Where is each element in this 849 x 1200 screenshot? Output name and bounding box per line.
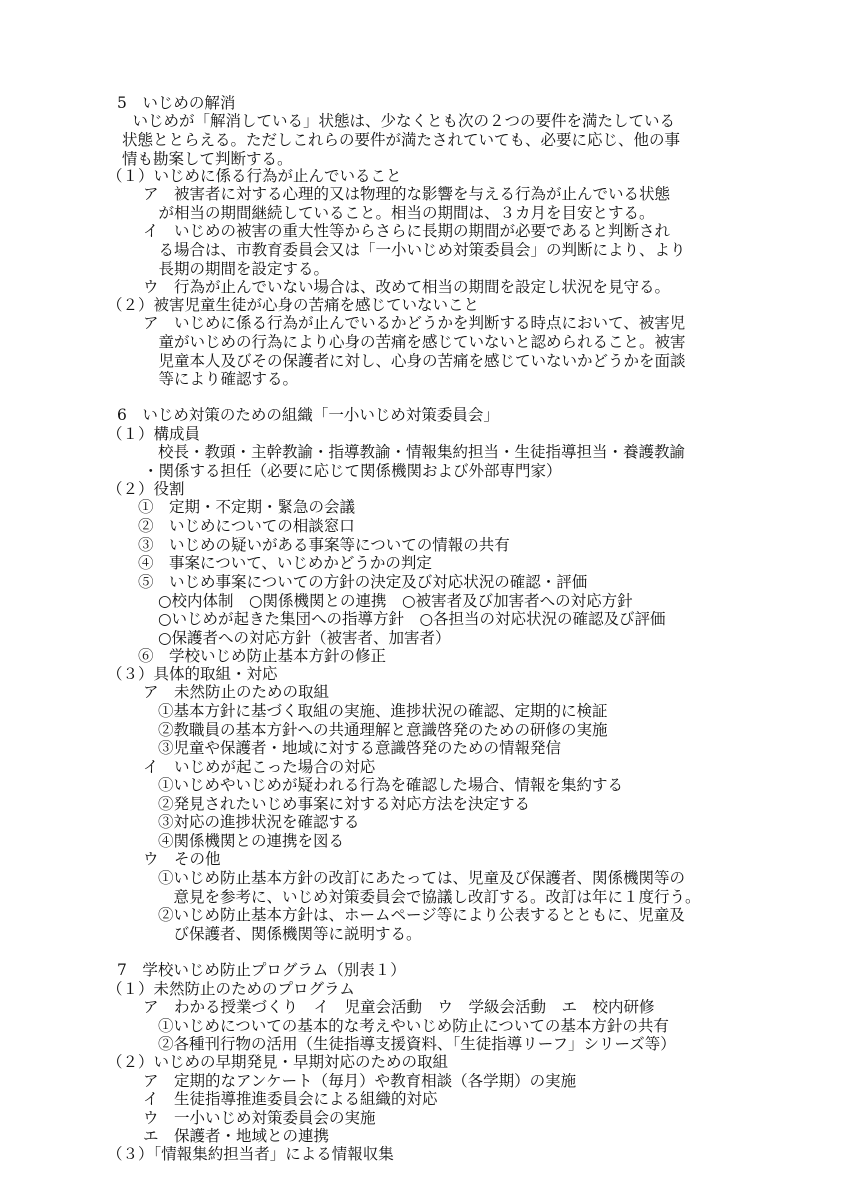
section-6-item-3-i-item: ②発見されたいじめ事案に対する対応方法を決定する bbox=[158, 795, 531, 813]
section-6-item-3-a-item: ①基本方針に基づく取組の実施、進捗状況の確認、定期的に検証 bbox=[158, 702, 608, 720]
section-6-item-3-u-title: ウ その他 bbox=[143, 850, 221, 868]
section-6-item-1-body: ・関係する担任（必要に応じて関係機関および外部専門家） bbox=[143, 462, 562, 480]
section-5-intro-line: 状態ととらえる。ただしこれらの要件が満たされていても、必要に応じ、他の事 bbox=[122, 131, 681, 149]
section-6-role-item: ⑥ 学校いじめ防止基本方針の修正 bbox=[138, 647, 387, 665]
section-5-item-2-a: 等により確認する。 bbox=[143, 370, 299, 388]
section-6-role-item: ④ 事案について、いじめかどうかの判定 bbox=[138, 554, 432, 572]
section-6-role-subitem: ○いじめが起きた集団への指導方針 ○各担当の対応状況の確認及び評価 bbox=[158, 610, 666, 628]
section-7-item-2-title: （２）いじめの早期発見・早期対応のための取組 bbox=[107, 1053, 449, 1071]
section-7-item-1-item: ①いじめについての基本的な考えやいじめ防止についての基本方針の共有 bbox=[158, 1017, 669, 1035]
section-6-heading: 6 いじめ対策のための組織「一小いじめ対策委員会」 bbox=[117, 406, 499, 424]
section-7-item-2-item: エ 保護者・地域との連携 bbox=[143, 1127, 330, 1145]
section-5-item-2-a: 児童本人及びその保護者に対し、心身の苦痛を感じていないかどうかを面談 bbox=[143, 352, 686, 370]
section-5-item-1-u: ウ 行為が止んでいない場合は、改めて相当の期間を設定し状況を見守る。 bbox=[143, 278, 671, 296]
section-5-item-1-a: ア 被害者に対する心理的又は物理的な影響を与える行為が止んでいる状態 bbox=[143, 185, 671, 203]
section-6-item-3-u-item: ②いじめ防止基本方針は、ホームページ等により公表するとともに、児童及 bbox=[158, 906, 685, 924]
section-6-item-3-u-item: び保護者、関係機関等に説明する。 bbox=[158, 925, 422, 943]
section-5-item-1-i: る場合は、市教育委員会又は「一小いじめ対策委員会」の判断により、より bbox=[143, 241, 686, 259]
section-6-item-1-body: 校長・教頭・主幹教諭・指導教諭・情報集約担当・生徒指導担当・養護教諭 bbox=[158, 443, 686, 461]
section-6-item-3-i-item: ①いじめやいじめが疑われる行為を確認した場合、情報を集約する bbox=[158, 776, 624, 794]
section-6-item-3-u-item: ①いじめ防止基本方針の改訂にあたっては、児童及び保護者、関係機関等の bbox=[158, 869, 686, 887]
section-6-item-3-i-item: ④関係機関との連携を図る bbox=[158, 832, 345, 850]
section-6-item-3-u-item: 意見を参考に、いじめ対策委員会で協議し改訂する。改訂は年に１度行う。 bbox=[158, 888, 701, 906]
section-5-item-1-title: （１）いじめに係る行為が止んでいること bbox=[107, 167, 402, 185]
section-7-item-1-title: （１）未然防止のためのプログラム bbox=[107, 980, 355, 998]
section-6-item-3-a-title: ア 未然防止のための取組 bbox=[143, 683, 330, 701]
section-6-item-3-i-title: イ いじめが起こった場合の対応 bbox=[143, 758, 376, 776]
section-7-item-2-item: ア 定期的なアンケート（毎月）や教育相談（各学期）の実施 bbox=[143, 1072, 577, 1090]
section-7-item-3-title: （３）「情報集約担当者」による情報収集 bbox=[107, 1145, 394, 1163]
section-5-item-2-a: 童がいじめの行為により心身の苦痛を感じていないと認められること。被害 bbox=[143, 333, 686, 351]
section-5-intro-line: 情も勘案して判断する。 bbox=[122, 150, 293, 168]
section-7-item-1-item: ②各種刊行物の活用（生徒指導支援資料、「生徒指導リーフ」シリーズ等） bbox=[158, 1035, 676, 1053]
section-6-role-item: ⑤ いじめ事案についての方針の決定及び対応状況の確認・評価 bbox=[138, 573, 588, 591]
section-5-item-1-i: イ いじめの被害の重大性等からさらに長期の期間が必要であると判断され bbox=[143, 222, 671, 240]
section-5-item-2-title: （２）被害児童生徒が心身の苦痛を感じていないこと bbox=[107, 296, 480, 314]
section-6-role-subitem: ○保護者への対応方針（被害者、加害者） bbox=[158, 629, 451, 647]
section-6-item-3-a-item: ③児童や保護者・地域に対する意識啓発のための情報発信 bbox=[158, 739, 562, 757]
section-6-role-subitem: ○校内体制 ○関係機関との連携 ○被害者及び加害者への対応方針 bbox=[158, 592, 633, 610]
section-7-heading: 7 学校いじめ防止プログラム（別表１） bbox=[117, 961, 406, 979]
section-5-heading: 5 いじめの解消 bbox=[117, 94, 236, 112]
section-5-intro-line: いじめが「解消している」状態は、少なくとも次の２つの要件を満たしている bbox=[117, 112, 676, 130]
section-6-item-2-title: （２）役割 bbox=[107, 480, 185, 498]
section-5-item-1-i: 長期の期間を設定する。 bbox=[143, 260, 330, 278]
section-6-item-3-title: （３）具体的取組・対応 bbox=[107, 665, 278, 683]
section-6-role-item: ② いじめについての相談窓口 bbox=[138, 517, 355, 535]
section-6-item-1-title: （１）構成員 bbox=[107, 425, 201, 443]
section-6-item-3-a-item: ②教職員の基本方針への共通理解と意識啓発のための研修の実施 bbox=[158, 721, 608, 739]
section-7-item-2-item: ウ 一小いじめ対策委員会の実施 bbox=[143, 1109, 376, 1127]
section-7-item-1-row: ア わかる授業づくり イ 児童会活動 ウ 学級会活動 エ 校内研修 bbox=[143, 998, 655, 1016]
section-6-item-3-i-item: ③対応の進捗状況を確認する bbox=[158, 813, 360, 831]
section-5-item-1-a: が相当の期間継続していること。相当の期間は、３カ月を目安とする。 bbox=[143, 204, 655, 222]
section-5-item-2-a: ア いじめに係る行為が止んでいるかどうかを判断する時点において、被害児 bbox=[143, 314, 686, 332]
section-7-item-2-item: イ 生徒指導推進委員会による組織的対応 bbox=[143, 1090, 438, 1108]
section-6-role-item: ③ いじめの疑いがある事案等についての情報の共有 bbox=[138, 536, 510, 554]
section-6-role-item: ① 定期・不定期・緊急の会議 bbox=[138, 498, 356, 516]
